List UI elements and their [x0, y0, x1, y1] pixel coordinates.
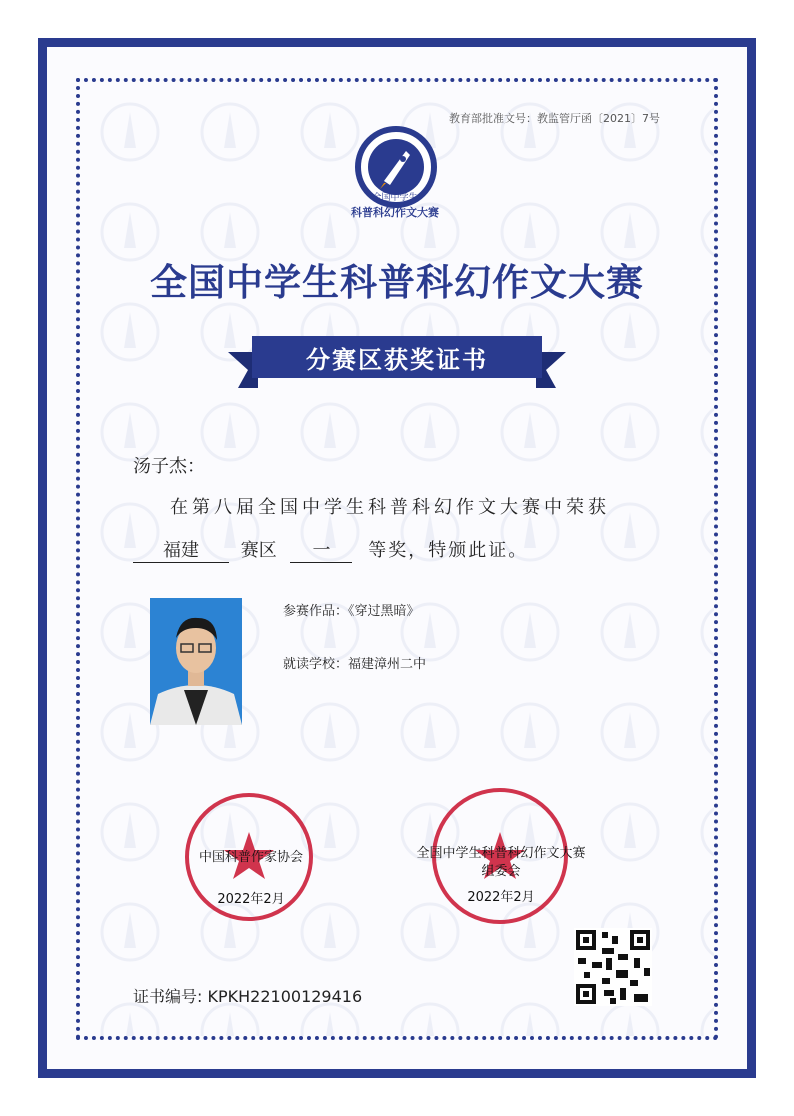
- award-line-2: [133, 536, 528, 563]
- region-suffix: 赛区: [240, 540, 277, 561]
- org1-date: 2022年2月: [217, 892, 285, 907]
- approval-number: 教育部批准文号：教监管厅函〔2021〕7号: [449, 112, 660, 125]
- logo-caption-1: 全国中学生: [372, 193, 418, 203]
- qr-code-icon: [574, 928, 652, 1006]
- org2-date: 2022年2月: [467, 890, 535, 905]
- award-closing: 等奖，特颁此证。: [368, 540, 529, 561]
- logo-caption-2: 科普科幻作文大赛: [351, 206, 439, 219]
- org1-name: 中国科普作家协会: [198, 850, 303, 865]
- org2-name-line1: 全国中学生科普科幻作文大赛: [416, 846, 586, 861]
- prize-blank: 一: [290, 536, 352, 563]
- ribbon-title: 分赛区获奖证书: [306, 346, 488, 374]
- certificate-number: 证书编号: KPKH22100129416: [133, 987, 363, 1006]
- org2-name-line2: 组委会: [481, 864, 521, 879]
- certificate-title: 全国中学生科普科幻作文大赛: [150, 261, 644, 304]
- student-photo: [150, 598, 242, 725]
- school-line: 就读学校：福建漳州二中: [283, 657, 427, 672]
- work-title-line: 参赛作品：《穿过黑暗》: [283, 604, 420, 619]
- recipient-name: 汤子杰：: [133, 456, 205, 477]
- award-line-1: 在第八届全国中学生科普科幻作文大赛中荣获: [170, 497, 610, 518]
- region-blank: 福建: [133, 536, 229, 563]
